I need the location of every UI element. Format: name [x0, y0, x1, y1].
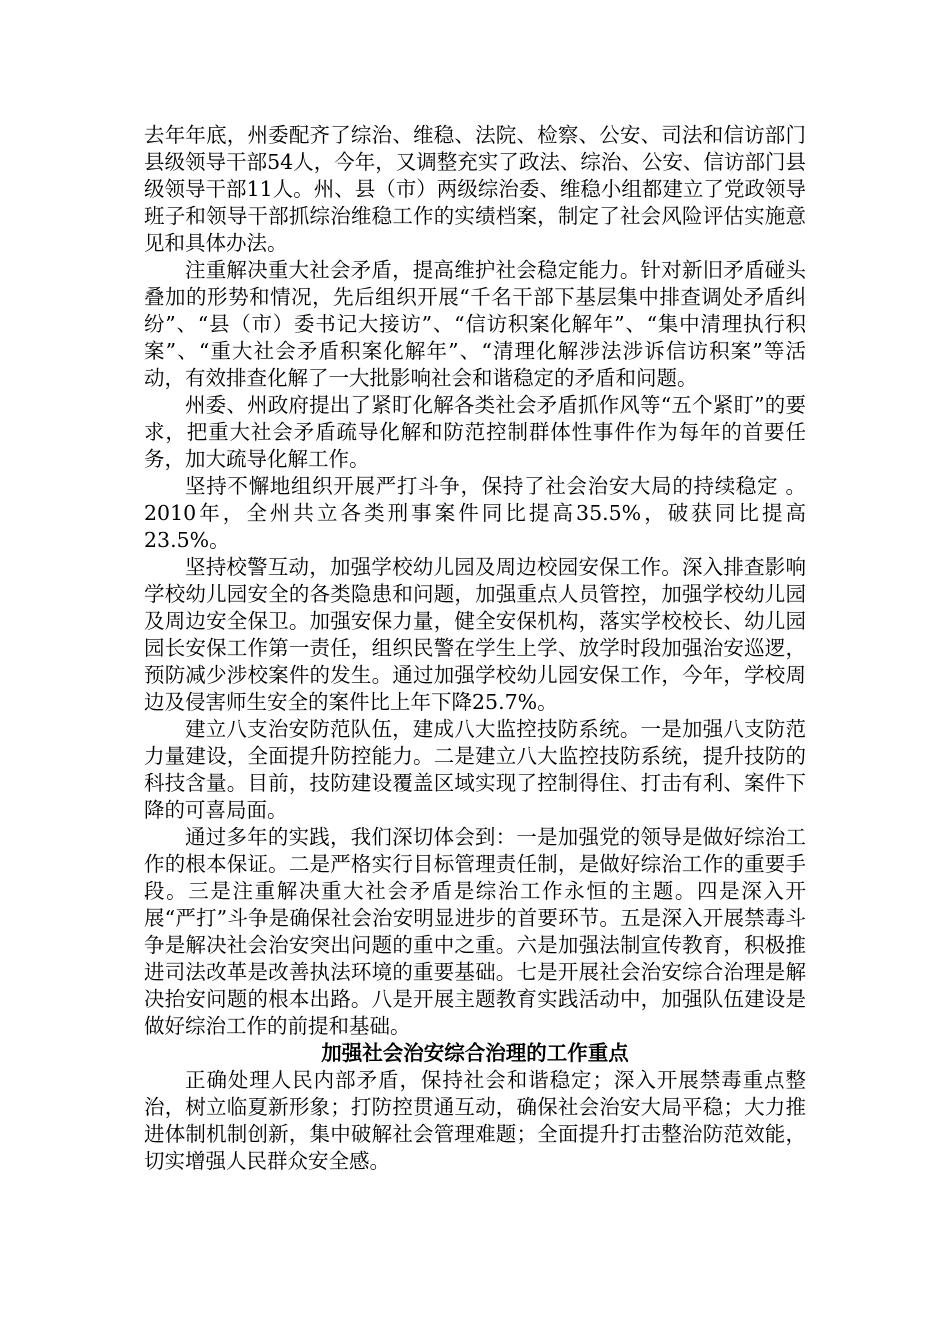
paragraph-4: 坚持不懈地组织开展严打斗争，保持了社会治安大局的持续稳定 。2010年，全州共立各类刑事案件同比提高35.5%，破获同比提高23.5%。 — [144, 474, 806, 552]
paragraph-7: 通过多年的实践，我们深切体会到：一是加强党的领导是做好综治工作的根本保证。二是严格实行目标管理责任制，是做好综治工作的重要手段。三是注重解决重大社会矛盾是综治工作永恒的主题。四是深入开展“严打”斗争是确保社会治安明显进步的首要环节。五是深入开展禁毒斗争是解决社会治安突出问题的重中之重。六是加强法制宣传教育，积极推进司法改革是改善执法环境的重要基础。七是开展社会治安综合治理是解决抬安问题的根本出路。八是开展主题教育实践活动中，加强队伍建设是做好综治工作的前提和基础。 — [144, 825, 806, 1038]
paragraph-1: 去年年底，州委配齐了综治、维稳、法院、检察、公安、司法和信访部门县级领导干部54人，今年，又调整充实了政法、综治、公安、信访部门县级领导干部11人。州、县（市）两级综治委、维稳小组都建立了党政领导班子和领导干部抓综治维稳工作的实绩档案，制定了社会风险评估实施意见和具体办法。 — [144, 123, 806, 255]
document-body — [144, 122, 806, 1175]
paragraph-6: 建立八支治安防范队伍，建成八大监控技防系统。一是加强八支防范力量建设，全面提升防控能力。二是建立八大监控技防系统，提升技防的科技含量。目前，技防建设覆盖区域实现了控制得住、打击有利、案件下降的可喜局面。 — [144, 717, 806, 822]
paragraph-2: 注重解决重大社会矛盾，提高维护社会稳定能力。针对新旧矛盾碰头叠加的形势和情况，先后组织开展“千名干部下基层集中排查调处矛盾纠纷”、“县（市）委书记大接访”、“信访积案化解年”、“集中清理执行积案”、“重大社会矛盾积案化解年”、“清理化解涉法涉诉信访积案”等活动，有效排查化解了一大批影响社会和谐稳定的矛盾和问题。 — [144, 258, 806, 390]
section-heading: 加强社会治安综合治理的工作重点 — [321, 1041, 629, 1065]
paragraph-final: 正确处理人民内部矛盾，保持社会和谐稳定；深入开展禁毒重点整治，树立临夏新形象；打防控贯通互动，确保社会治安大局平稳；大力推进体制机制创新，集中破解社会管理难题；全面提升打击整治防范效能，切实增强人民群众安全感。 — [144, 1068, 806, 1173]
paragraph-5: 坚持校警互动，加强学校幼儿园及周边校园安保工作。深入排查影响学校幼儿园安全的各类隐患和问题，加强重点人员管控，加强学校幼儿园及周边安全保卫。加强安保力量，健全安保机构，落实学校校长、幼儿园园长安保工作第一责任，组织民警在学生上学、放学时段加强治安巡逻，预防减少涉校案件的发生。通过加强学校幼儿园安保工作，今年，学校周边及侵害师生安全的案件比上年下降25.7%。 — [144, 555, 806, 714]
paragraph-3: 州委、州政府提出了紧盯化解各类社会矛盾抓作风等“五个紧盯”的要求，把重大社会矛盾疏导化解和防范控制群体性事件作为每年的首要任务，加大疏导化解工作。 — [144, 393, 806, 471]
